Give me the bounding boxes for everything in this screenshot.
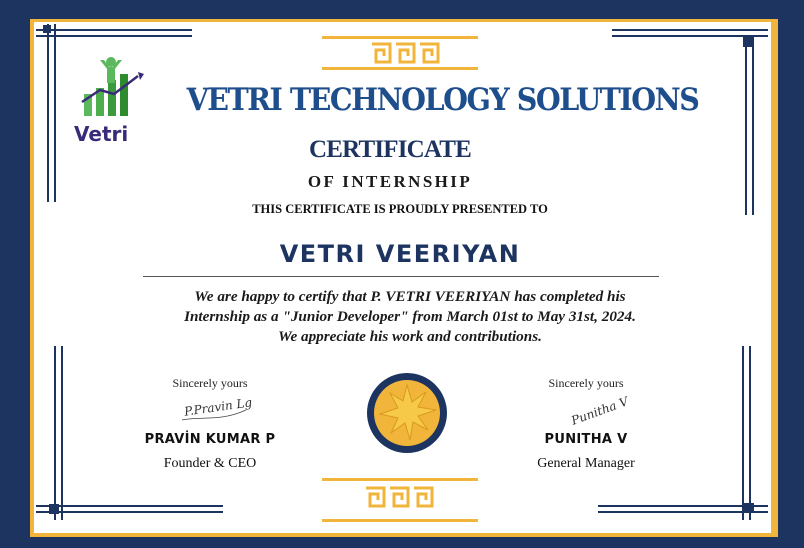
recipient-name: VETRI VEERIYAN [279, 240, 521, 268]
bottom-greek-key-ornament [322, 478, 478, 522]
presented-to-line: THIS CERTIFICATE IS PROUDLY PRESENTED TO [252, 202, 548, 216]
left-signature: P.Pravin Lg [183, 395, 253, 419]
body-line-3: We appreciate his work and contributions. [278, 328, 542, 345]
left-signatory-role: Founder & CEO [163, 456, 257, 471]
right-signatory-name: PUNITHA V [544, 432, 628, 447]
body-line-2: Internship as a "Junior Developer" from March 01st to May 31st, 2024. [184, 308, 636, 325]
certificate-title: CERTIFICATE [308, 136, 472, 163]
logo-text: Vetri [74, 122, 129, 146]
right-signature: Punitha V [569, 394, 631, 428]
left-sincerely: Sincerely yours [172, 376, 248, 390]
gold-seal-emblem [367, 373, 447, 453]
certificate-body [130, 287, 690, 347]
top-greek-key-ornament [322, 36, 478, 70]
left-signature-stroke [180, 402, 250, 426]
body-line-1: We are happy to certify that P. VETRI VEERIYAN has completed his [194, 288, 626, 305]
recipient-underline [143, 276, 659, 277]
top-right-corner-ornament [612, 30, 768, 215]
right-signatory-role: General Manager [537, 456, 635, 471]
company-name: VETRI TECHNOLOGY SOLUTIONS [186, 82, 699, 118]
certificate-subtitle: OF INTERNSHIP [307, 172, 473, 191]
left-signatory-name: PRAVİN KUMAR P [144, 432, 276, 447]
vetri-logo-graphic [78, 56, 148, 122]
right-sincerely: Sincerely yours [548, 376, 624, 390]
